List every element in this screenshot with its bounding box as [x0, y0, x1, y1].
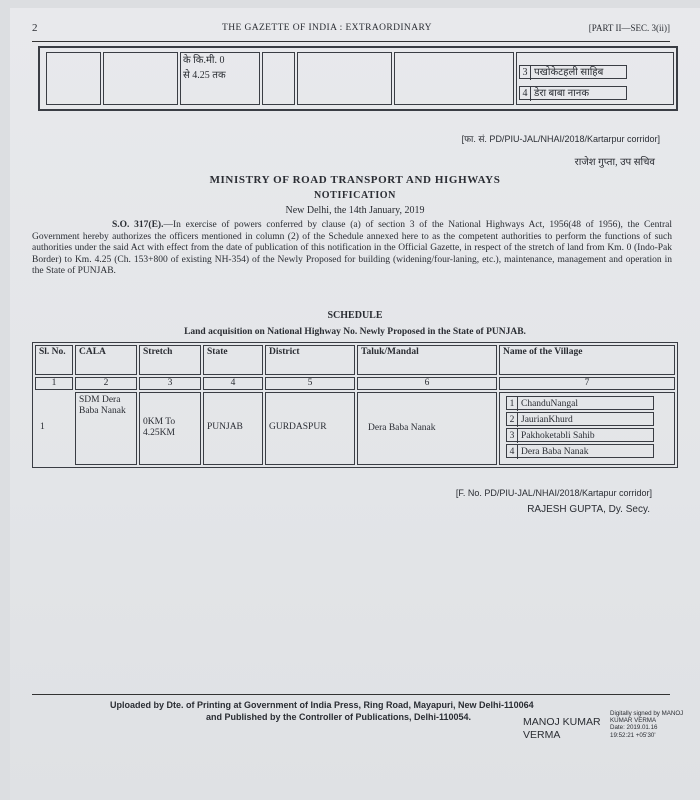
ministry-title: MINISTRY OF ROAD TRANSPORT AND HIGHWAYS	[209, 174, 501, 186]
header-village: Name of the Village	[499, 345, 675, 375]
header-district: District	[265, 345, 355, 375]
list-item: 3 पखोकेटहली साहिब	[519, 65, 627, 79]
table-column	[46, 52, 101, 105]
column-number: 4	[203, 377, 263, 390]
row-villages	[499, 392, 675, 465]
list-item: 1 ChanduNangal	[506, 396, 654, 410]
column-number: 1	[35, 377, 73, 390]
header-cala: CALA	[75, 345, 137, 375]
digital-signature-name: MANOJ KUMAR VERMA	[523, 716, 601, 741]
signature-time: 19:52:21 +05'30'	[610, 731, 656, 739]
page-number: 2	[32, 22, 38, 34]
row-cala: SDM Dera Baba Nanak	[75, 392, 137, 465]
gazette-page	[10, 8, 700, 800]
list-item: 4 डेरा बाबा नानक	[519, 86, 627, 100]
column-number: 5	[265, 377, 355, 390]
table-column	[180, 52, 260, 105]
schedule-subtitle: Land acquisition on National Highway No. Newly Proposed in the State of PUNJAB.	[184, 327, 526, 337]
english-file-reference: [F. No. PD/PIU-JAL/NHAI/2018/Kartapur corridor]	[455, 488, 652, 498]
row-stretch: 0KM To 4.25KM	[139, 392, 201, 465]
column-number: 3	[139, 377, 201, 390]
english-signatory: RAJESH GUPTA, Dy. Secy.	[527, 504, 650, 515]
header-taluk: Taluk/Mandal	[357, 345, 497, 375]
hindi-signatory: राजेश गुप्ता, उप सचिव	[574, 157, 655, 168]
notification-heading: NOTIFICATION	[313, 190, 397, 201]
row-sl: 1	[40, 422, 45, 432]
so-number: S.O. 317(E).	[112, 220, 164, 230]
gazette-title: THE GAZETTE OF INDIA : EXTRAORDINARY	[222, 23, 432, 33]
km-to: से 4.25 तक	[183, 70, 226, 81]
signed-by: Digitally signed by MANOJ KUMAR VERMA	[610, 710, 684, 725]
hindi-file-reference: [फा. सं. PD/PIU-JAL/NHAI/2018/Kartarpur corridor]	[461, 134, 660, 144]
notification-body	[32, 220, 672, 278]
digital-signature-meta	[610, 710, 700, 739]
row-taluk: Dera Baba Nanak	[357, 392, 497, 465]
table-column	[103, 52, 178, 105]
footer-line-2: and Published by the Controller of Publications, Delhi-110054.	[206, 712, 472, 722]
list-item: 4 Dera Baba Nanak	[506, 444, 654, 458]
footer-divider	[32, 694, 670, 695]
table-column	[394, 52, 514, 105]
schedule-title: SCHEDULE	[327, 310, 383, 321]
km-from: के कि.मी. 0	[183, 55, 225, 66]
column-number: 2	[75, 377, 137, 390]
table-column	[516, 52, 674, 105]
header-divider	[32, 41, 670, 42]
row-state: PUNJAB	[203, 392, 263, 465]
dateline: New Delhi, the 14th January, 2019	[285, 205, 425, 216]
header-state: State	[203, 345, 263, 375]
footer-line-1: Uploaded by Dte. of Printing at Government of India Press, Ring Road, Mayapuri, New Delhi-110064	[110, 700, 534, 710]
page-header	[32, 22, 670, 42]
gazette-part: [PART II—SEC. 3(ii)]	[588, 23, 670, 33]
body-text: —In exercise of powers conferred by clause (a) of section 3 of the National Highways Act, 1956(48 of 1956), the Central Government hereby authorizes the officers mentioned in column (2) of the Schedule annexed here to as the competent authorities to perform the functions of such authorities under the said Act with effect from the date of publication of this notification in the Official Gazette, in respect of the stretch of land from Km. 0 (Indo-Pak Border) to Km. 4.25 (Ch. 153+800 of existing NH-354) of the Newly Proposed for building (widening/four-laning, etc.), maintenance, management and operation in the State of PUNJAB.	[32, 220, 672, 277]
row-district: GURDASPUR	[265, 392, 355, 465]
hindi-table-continued	[38, 46, 678, 111]
table-column	[262, 52, 295, 105]
column-number: 7	[499, 377, 675, 390]
table-row	[35, 392, 73, 465]
list-item: 3 Pakhoketabli Sahib	[506, 428, 654, 442]
list-item: 2 JaurianKhurd	[506, 412, 654, 426]
table-column	[297, 52, 392, 105]
schedule-table	[32, 342, 678, 468]
header-stretch: Stretch	[139, 345, 201, 375]
header-sl-no: Sl. No.	[35, 345, 73, 375]
column-number: 6	[357, 377, 497, 390]
signature-date: Date: 2019.01.16	[610, 724, 658, 732]
